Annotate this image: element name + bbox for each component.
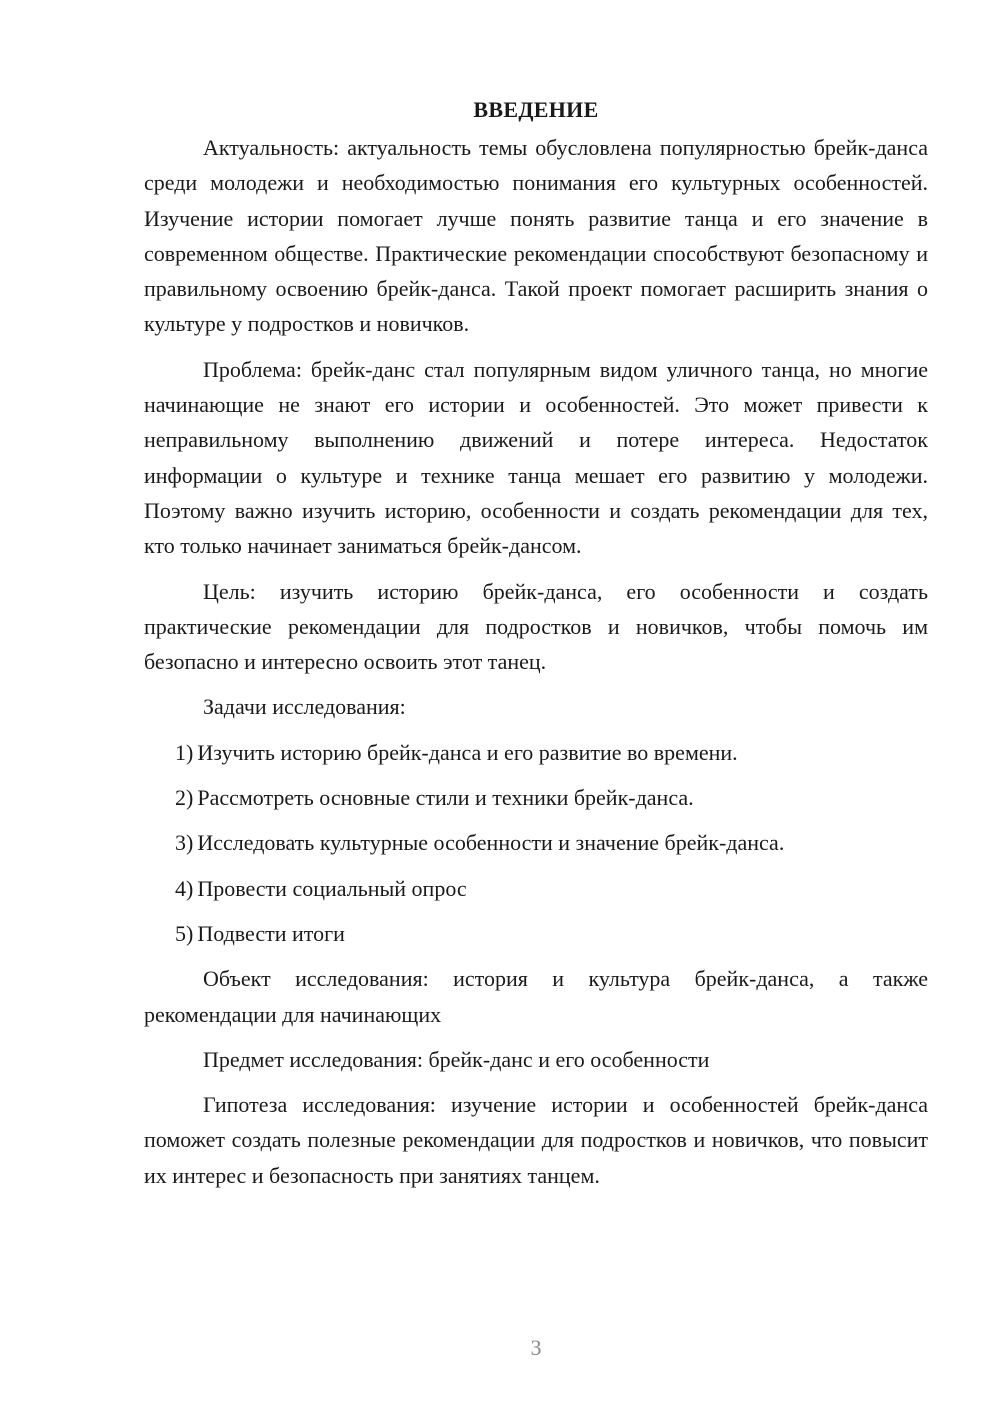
list-item-text: Провести социальный опрос: [197, 875, 467, 901]
paragraph-object: Объект исследования: история и культура брейк-данса, а также рекомендации для начинающих: [144, 966, 928, 1027]
document-body: [144, 94, 928, 1203]
list-item: [144, 916, 928, 951]
section-title: ВВЕДЕНИЕ: [473, 97, 599, 122]
list-item-text: Изучить историю брейк-данса и его развитие во времени.: [197, 739, 738, 765]
paragraph-relevance: Актуальность: актуальность темы обусловлена популярностью брейк-данса среди молодежи и необходимостью понимания его культурных особенностей. Изучение истории помогает лучше понять развитие танца и его значение в современном обществе. Практические рекомендации способствуют безопасному и правильному освоению брейк-данса. Такой проект помогает расширить знания о культуре у подростков и новичков.: [144, 135, 928, 337]
list-item: [144, 825, 928, 860]
list-item-number: 5): [175, 920, 194, 946]
list-item-number: 1): [175, 739, 194, 765]
list-item-text: Исследовать культурные особенности и значение брейк-данса.: [197, 830, 785, 856]
page-number: 3: [530, 1335, 542, 1360]
paragraph-problem: Проблема: брейк-данс стал популярным видом уличного танца, но многие начинающие не знают его истории и особенностей. Это может привести к неправильному выполнению движений и потере интереса. Недостаток информации о культуре и технике танца мешает его развитию у молодежи. Поэтому важно изучить историю, особенности и создать рекомендации для тех, кто только начинает заниматься брейк-дансом.: [144, 356, 928, 559]
paragraph-hypothesis: Гипотеза исследования: изучение истории и особенностей брейк-данса поможет создать полезные рекомендации для подростков и новичков, что повысит их интерес и безопасность при занятиях танцем.: [144, 1092, 928, 1188]
list-item-number: 4): [175, 875, 194, 901]
paragraph-subject: Предмет исследования: брейк-данс и его особенности: [203, 1046, 710, 1072]
paragraph-goal: Цель: изучить историю брейк-данса, его особенности и создать практические рекомендации для подростков и новичков, чтобы помочь им безопасно и интересно освоить этот танец.: [144, 578, 928, 675]
list-item-text: Подвести итоги: [197, 920, 345, 946]
tasks-list: [144, 735, 928, 951]
list-item-number: 2): [175, 785, 194, 811]
list-item: [144, 735, 928, 770]
list-item: [144, 871, 928, 906]
list-item-text: Рассмотреть основные стили и техники брейк-данса.: [197, 785, 694, 811]
paragraph-tasks-heading: Задачи исследования:: [203, 694, 406, 720]
list-item: [144, 780, 928, 815]
list-item-number: 3): [175, 830, 194, 856]
